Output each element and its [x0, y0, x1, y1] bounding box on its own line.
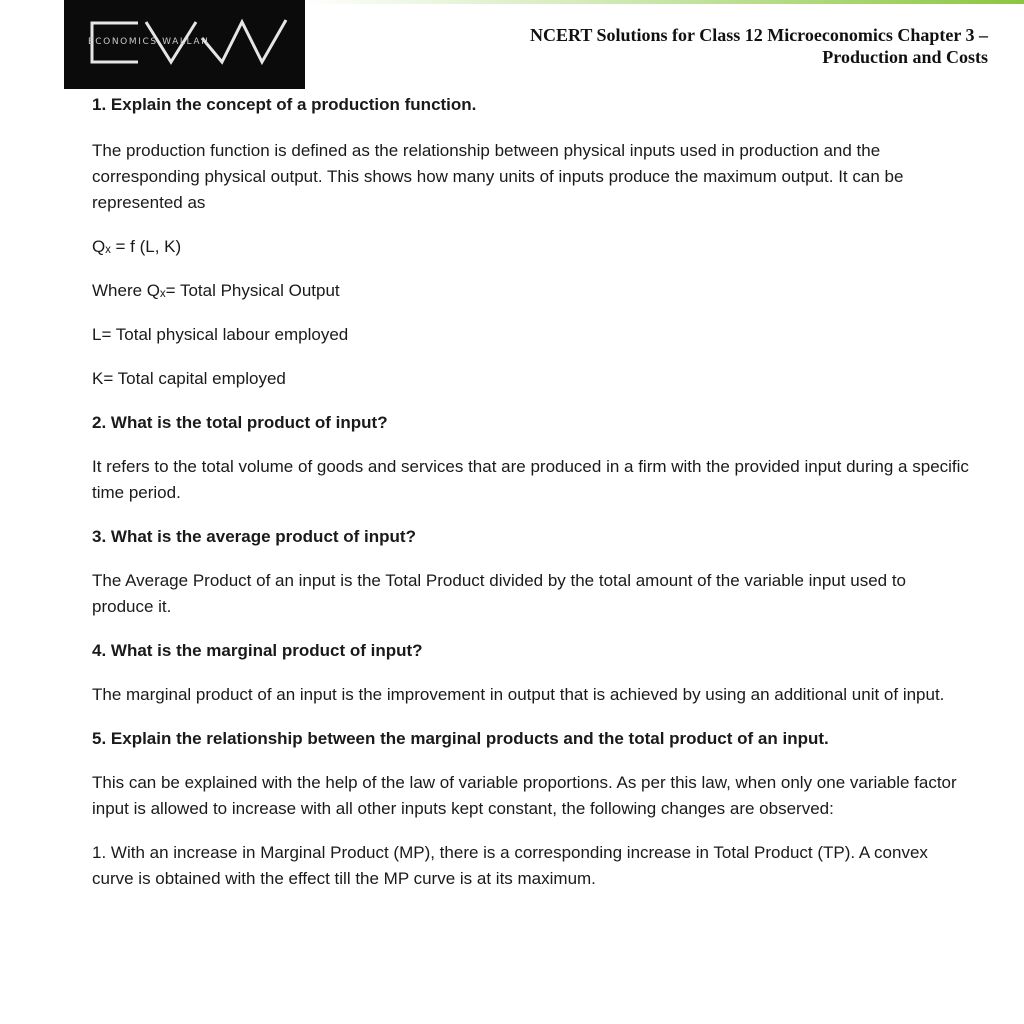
answer-1: The production function is defined as the relationship between physical inputs used in production and the corresponding physical output. This shows how many units of inputs produce the maximum output. It can be represented as	[92, 141, 904, 212]
top-accent-rule	[300, 0, 1024, 4]
document-header	[530, 24, 988, 68]
question-1: 1. Explain the concept of a production function.	[92, 95, 477, 114]
formula-where-output: Where Qₓ= Total Physical Output	[92, 281, 340, 300]
question-5: 5. Explain the relationship between the marginal products and the total product of an input.	[92, 729, 829, 748]
answer-3: The Average Product of an input is the Total Product divided by the total amount of the variable input used to produce it.	[92, 571, 907, 616]
answer-4: The marginal product of an input is the improvement in output that is achieved by using an additional unit of input.	[92, 685, 945, 704]
question-4: 4. What is the marginal product of input?	[92, 641, 423, 660]
answer-5-point-1: 1. With an increase in Marginal Product (MP), there is a corresponding increase in Total Product (TP). A convex curve is obtained with the effect till the MP curve is at its maximum.	[92, 843, 928, 888]
formula-capital: K= Total capital employed	[92, 369, 286, 388]
answer-2: It refers to the total volume of goods and services that are produced in a firm with the provided input during a specific time period.	[92, 457, 969, 502]
formula-labour: L= Total physical labour employed	[92, 325, 349, 344]
logo-wordmark: ECONOMICS WALLAH	[88, 37, 210, 47]
header-title-line-1: NCERT Solutions for Class 12 Microeconomics Chapter 3 –	[529, 25, 988, 45]
production-formula: Qₓ = f (L, K)	[92, 237, 182, 256]
header-title-line-2: Production and Costs	[822, 47, 988, 67]
answer-5: This can be explained with the help of the law of variable proportions. As per this law, when only one variable factor input is allowed to increase with all other inputs kept constant, the following changes are observed:	[92, 773, 957, 818]
document-body	[92, 88, 972, 892]
question-3: 3. What is the average product of input?	[92, 527, 416, 546]
question-2: 2. What is the total product of input?	[92, 413, 388, 432]
brand-logo	[64, 0, 305, 89]
